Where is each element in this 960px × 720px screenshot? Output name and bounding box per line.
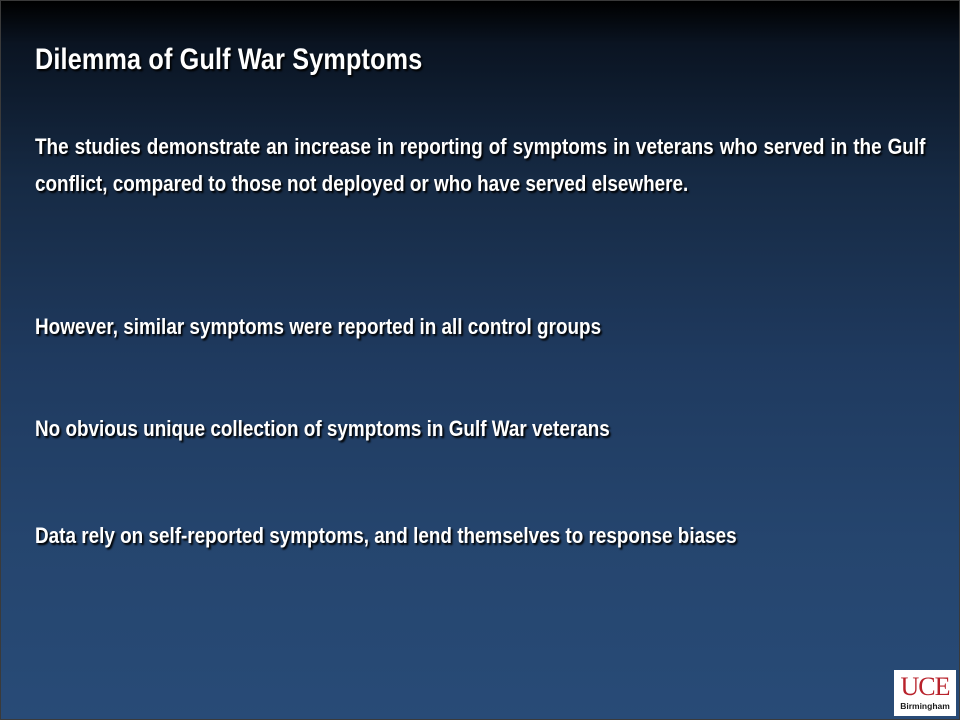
paragraph-no-unique-collection: No obvious unique collection of symptoms in Gulf War veterans bbox=[35, 416, 610, 441]
paragraph-study-findings: The studies demonstrate an increase in reporting of symptoms in veterans who served in the Gulf conflict, compared to those not deployed or who have served elsewhere. bbox=[35, 134, 926, 196]
paragraph-response-biases: Data rely on self-reported symptoms, and lend themselves to response biases bbox=[35, 523, 737, 548]
logo-mark: UCE bbox=[900, 672, 950, 701]
logo-subtitle: Birmingham bbox=[900, 701, 950, 711]
slide-title: Dilemma of Gulf War Symptoms bbox=[35, 43, 423, 76]
paragraph-control-groups: However, similar symptoms were reported in all control groups bbox=[35, 314, 602, 339]
uce-birmingham-logo bbox=[894, 670, 956, 716]
